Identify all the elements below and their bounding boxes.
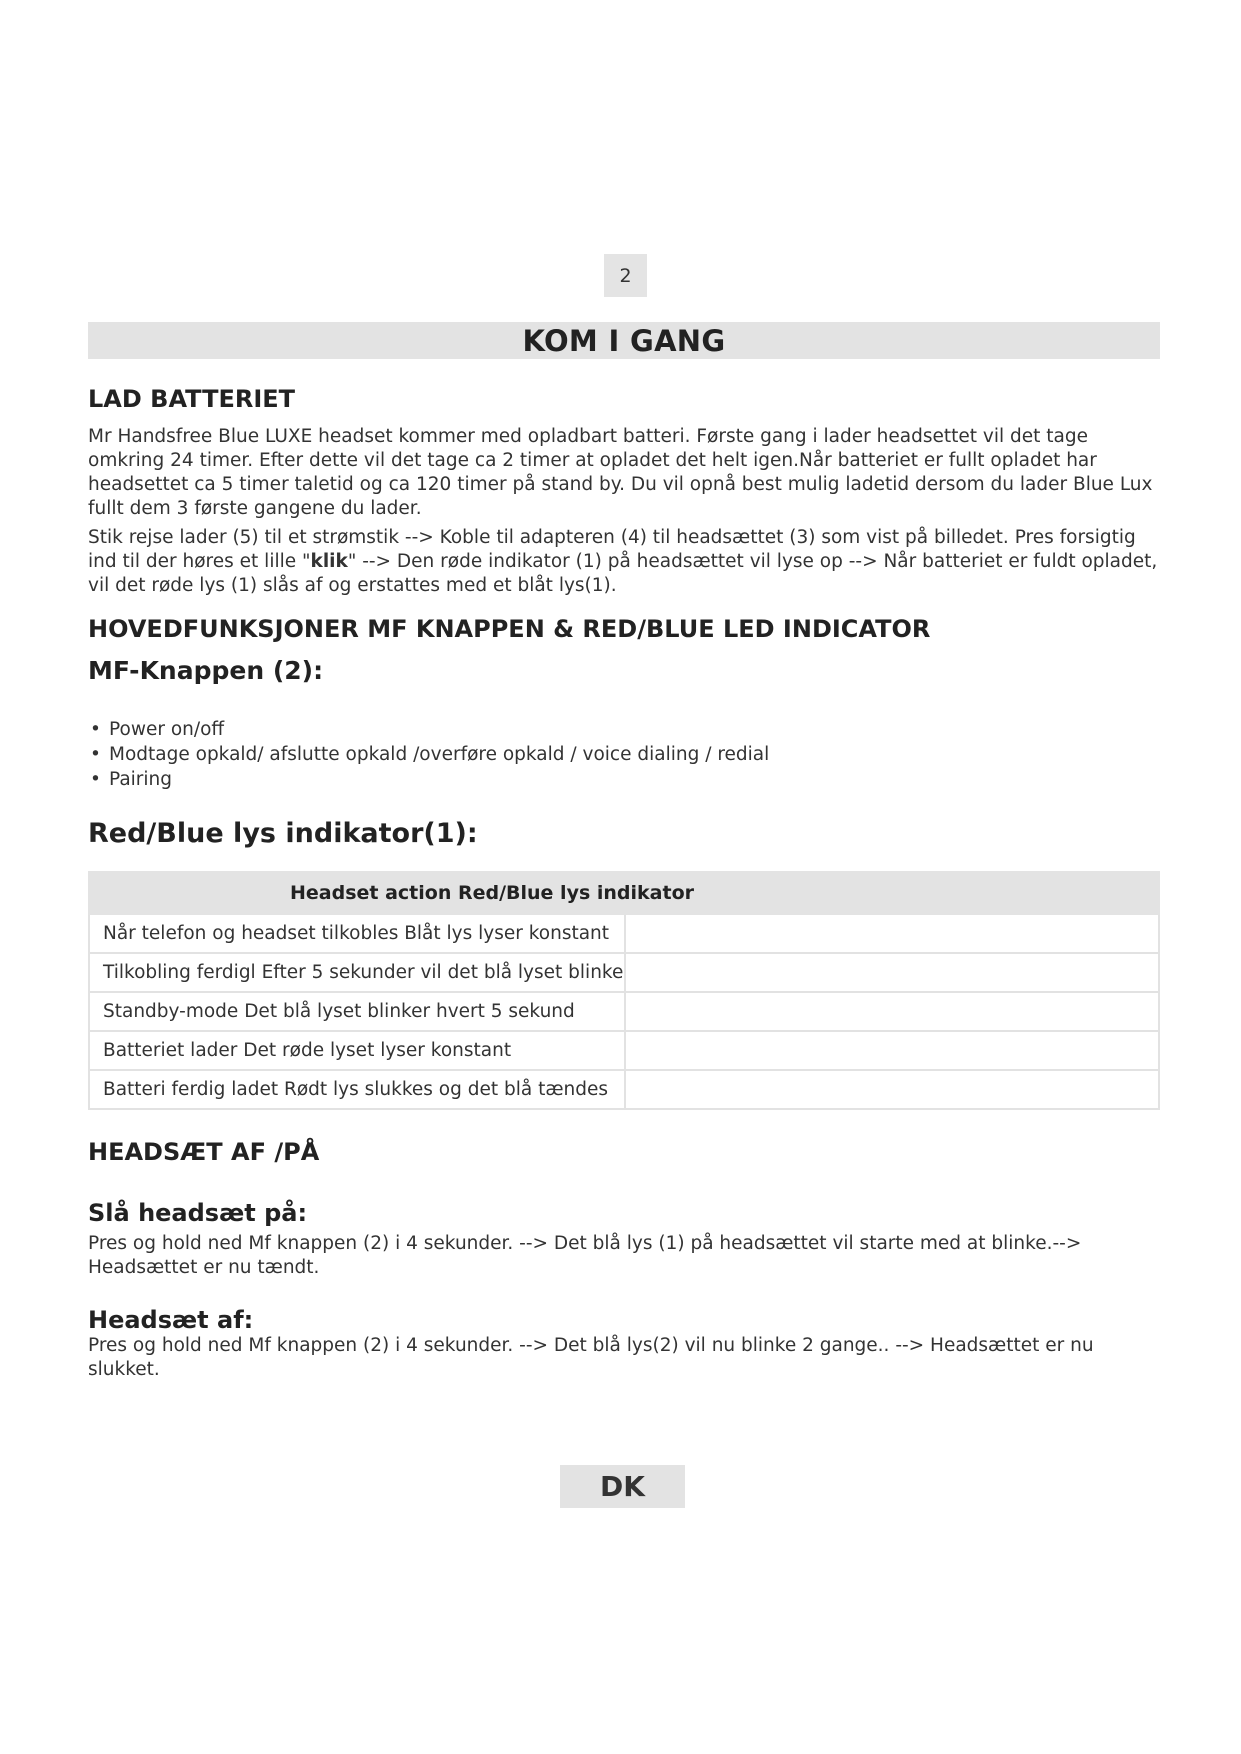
- paragraph-charging-steps: [88, 526, 1160, 598]
- table-row: [89, 953, 1159, 992]
- heading-headset-onoff: HEADSÆT AF /PÅ: [88, 1138, 320, 1166]
- paragraph-turn-on: Pres og hold ned Mf knappen (2) i 4 sekunder. --> Det blå lys (1) på headsættet vil starte med at blinke.--> Headsættet er nu tændt.: [88, 1233, 1082, 1278]
- section-banner-title: KOM I GANG: [88, 322, 1160, 359]
- paragraph-charging-info: Mr Handsfree Blue LUXE headset kommer med opladbart batteri. Første gang i lader headsettet vil det tage omkring 24 timer. Efter dette vil det tage ca 2 timer at opladet det helt igen.Når batteriet er fullt opladet har headsettet ca 5 timer taletid og ca 120 timer på stand by. Du vil opnå best mulig ladetid dersom du lader Blue Lux fullt dem 3 første gangene du lader.: [88, 426, 1153, 519]
- table-cell-empty: [625, 1070, 1159, 1109]
- table-cell-empty: [625, 953, 1159, 992]
- mf-function-list: [88, 717, 769, 792]
- table-cell: Når telefon og headset tilkobles Blåt lys lyser konstant: [89, 914, 625, 953]
- list-item: • Pairing: [88, 767, 769, 792]
- heading-mf-button: MF-Knappen (2):: [88, 656, 324, 685]
- table-row: [89, 992, 1159, 1031]
- heading-main-functions: HOVEDFUNKSJONER MF KNAPPEN & RED/BLUE LED INDICATOR: [88, 615, 931, 643]
- heading-turn-off: Headsæt af:: [88, 1306, 254, 1334]
- list-item: • Modtage opkald/ afslutte opkald /overføre opkald / voice dialing / redial: [88, 742, 769, 767]
- indicator-table: [88, 871, 1160, 1110]
- table-cell-empty: [625, 992, 1159, 1031]
- charging-steps-text-start: Stik rejse lader (5) til et strømstik --> Koble til adapteren (4) til headsættet (3) som vist på billedet. Pres forsigtig ind til der høres et lille ": [88, 527, 1136, 572]
- table-row: [89, 1070, 1159, 1109]
- table-cell-empty: [625, 914, 1159, 953]
- heading-lad-batteriet: LAD BATTERIET: [88, 385, 296, 413]
- table-cell: Batteri ferdig ladet Rødt lys slukkes og det blå tændes: [89, 1070, 625, 1109]
- charging-steps-text-end: " --> Den røde indikator (1) på headsættet vil lyse op --> Når batteriet er fuldt opladet, vil det røde lys (1) slås af og erstattes med et blåt lys(1).: [88, 551, 1158, 596]
- heading-indicator: Red/Blue lys indikator(1):: [88, 818, 478, 849]
- language-label: DK: [560, 1465, 685, 1508]
- table-header-row: [89, 872, 1159, 914]
- page-number: 2: [604, 254, 647, 297]
- table-header: Headset action Red/Blue lys indikator: [89, 872, 1159, 914]
- list-item: • Power on/off: [88, 717, 769, 742]
- table-row: [89, 914, 1159, 953]
- heading-turn-on: Slå headsæt på:: [88, 1199, 308, 1227]
- paragraph-turn-off: Pres og hold ned Mf knappen (2) i 4 sekunder. --> Det blå lys(2) vil nu blinke 2 gange.. --> Headsættet er nu slukket.: [88, 1335, 1094, 1380]
- table-cell-empty: [625, 1031, 1159, 1070]
- table-row: [89, 1031, 1159, 1070]
- table-cell: Standby-mode Det blå lyset blinker hvert 5 sekund: [89, 992, 625, 1031]
- klik-emphasis: klik: [310, 551, 348, 572]
- table-cell: Batteriet lader Det røde lyset lyser konstant: [89, 1031, 625, 1070]
- table-cell: Tilkobling ferdigl Efter 5 sekunder vil det blå lyset blinke: [89, 953, 625, 992]
